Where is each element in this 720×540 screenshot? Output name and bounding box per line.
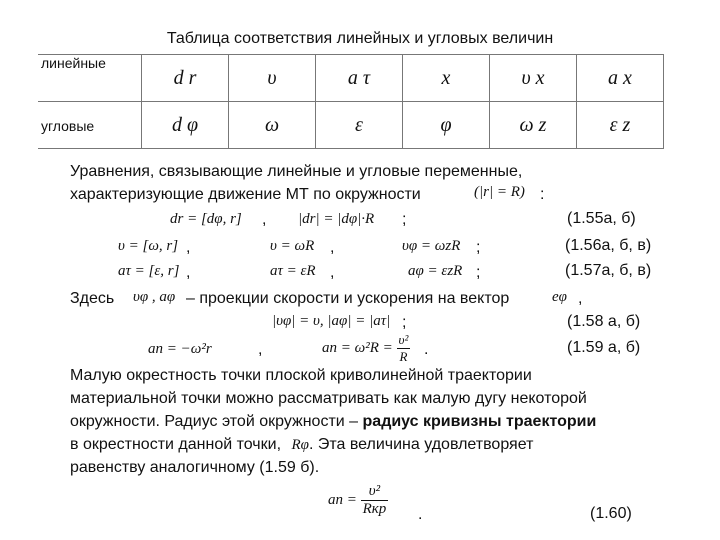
cell-text: x: [441, 66, 451, 89]
para-line-3a: окружности. Радиус этой окружности –: [70, 413, 359, 430]
para-line-5: равенству аналогичному (1.59 б).: [70, 459, 320, 476]
eq159-dot: .: [424, 341, 429, 358]
cell-text: ω z: [519, 113, 547, 136]
cell-linear-5: [490, 55, 577, 102]
cell-angular-3: [316, 102, 403, 149]
cell-linear-4: [403, 55, 490, 102]
row-label-linear: линейные: [38, 55, 142, 102]
cell-text: ε z: [609, 113, 631, 136]
table-row-linear: [38, 55, 664, 102]
cell-angular-2: [229, 102, 316, 149]
eq156-formula-1: υ = [ω, r]: [118, 238, 179, 254]
eq158-sep: ;: [402, 314, 407, 331]
cell-angular-1: [142, 102, 229, 149]
eq156-sep-2: ,: [330, 239, 335, 256]
cell-text: υ x: [521, 66, 545, 89]
eq156-sep-3: ;: [476, 239, 481, 256]
eq156-formula-2: υ = ωR: [270, 238, 315, 254]
cell-text: ω: [264, 113, 280, 136]
eq160-fraction: [361, 483, 389, 518]
here-word: Здесь: [70, 290, 115, 307]
cell-linear-3: [316, 55, 403, 102]
eq157-sep-1: ,: [186, 264, 191, 281]
cell-text: a τ: [347, 66, 371, 89]
eq159-numerator: υ²: [398, 332, 409, 347]
eq155-formula-2: |dr| = |dφ|·R: [298, 211, 375, 227]
eq160-denominator: Rкр: [362, 501, 387, 517]
para-line-4a: в окрестности данной точки,: [70, 436, 282, 453]
cell-linear-2: [229, 55, 316, 102]
cell-angular-4: [403, 102, 490, 149]
eq156-formula-3: υφ = ωzR: [402, 238, 461, 254]
radius-of-curvature-term: радиус кривизны траектории: [362, 413, 597, 430]
eq155-formula-1: dr = [dφ, r]: [170, 211, 242, 227]
para-line-4b: . Эта величина удовлетворяет: [308, 436, 534, 453]
eq159-formula-2: [322, 332, 410, 365]
cell-angular-5: [490, 102, 577, 149]
eq159-number: (1.59 а, б): [567, 339, 641, 356]
eq160-numerator: υ²: [361, 483, 389, 501]
eq157-formula-3: aφ = εzR: [408, 263, 463, 279]
eq155-sep-2: ;: [402, 211, 407, 228]
cell-text: d r: [173, 66, 197, 89]
cell-linear-6: [577, 55, 664, 102]
eq160-formula: [328, 483, 388, 518]
para-line-3: [70, 410, 596, 433]
eq159-sep-1: ,: [258, 341, 263, 358]
eq156-number: (1.56а, б, в): [565, 237, 652, 254]
row-label-angular: угловые: [38, 102, 142, 149]
here-vector: eφ: [552, 289, 567, 305]
cell-linear-1: [142, 55, 229, 102]
para-line-4-var: Rφ: [291, 437, 309, 453]
eq160-number: (1.60): [590, 505, 632, 522]
eq158-number: (1.58 а, б): [567, 313, 641, 330]
eq160-dot: .: [418, 506, 423, 523]
cell-angular-6: [577, 102, 664, 149]
correspondence-table: [38, 54, 664, 149]
intro-line-2: характеризующие движение МТ по окружности: [70, 186, 421, 203]
eq155-number: (1.55а, б): [567, 210, 636, 227]
para-line-1: Малую окрестность точки плоской криволинейной траектории: [70, 367, 532, 384]
eq156-sep-1: ,: [186, 239, 191, 256]
cell-text: a x: [608, 66, 632, 89]
eq157-sep-3: ;: [476, 264, 481, 281]
circle-condition: (|r| = R): [474, 184, 525, 200]
eq157-number: (1.57а, б, в): [565, 262, 652, 279]
eq157-sep-2: ,: [330, 264, 335, 281]
here-comma: ,: [578, 290, 583, 307]
cell-text: υ: [267, 66, 277, 89]
para-line-4: [70, 433, 533, 457]
para-line-2: материальной точки можно рассматривать как малую дугу некоторой: [70, 390, 587, 407]
table-row-angular: [38, 102, 664, 149]
eq160-left: an =: [328, 492, 357, 508]
eq155-sep-1: ,: [262, 211, 267, 228]
eq158-formula: |υφ| = υ, |aφ| = |aτ|: [272, 313, 391, 329]
cell-text: ε: [355, 113, 363, 136]
eq159-f2-left: an = ω²R =: [322, 340, 393, 356]
eq159-formula-1: an = −ω²r: [148, 341, 212, 357]
intro-colon: :: [540, 186, 545, 203]
here-vars: υφ , aφ: [133, 289, 176, 305]
here-text: – проекции скорости и ускорения на вектор: [186, 290, 510, 307]
eq157-formula-1: aτ = [ε, r]: [118, 263, 180, 279]
eq159-fraction: [397, 332, 411, 365]
page-title: Таблица соответствия линейных и угловых величин: [166, 30, 554, 47]
eq157-formula-2: aτ = εR: [270, 263, 316, 279]
eq159-denominator: R: [399, 349, 408, 364]
intro-line-1: Уравнения, связывающие линейные и угловые переменные,: [70, 163, 523, 180]
cell-text: d φ: [171, 113, 199, 136]
cell-text: φ: [440, 113, 452, 136]
